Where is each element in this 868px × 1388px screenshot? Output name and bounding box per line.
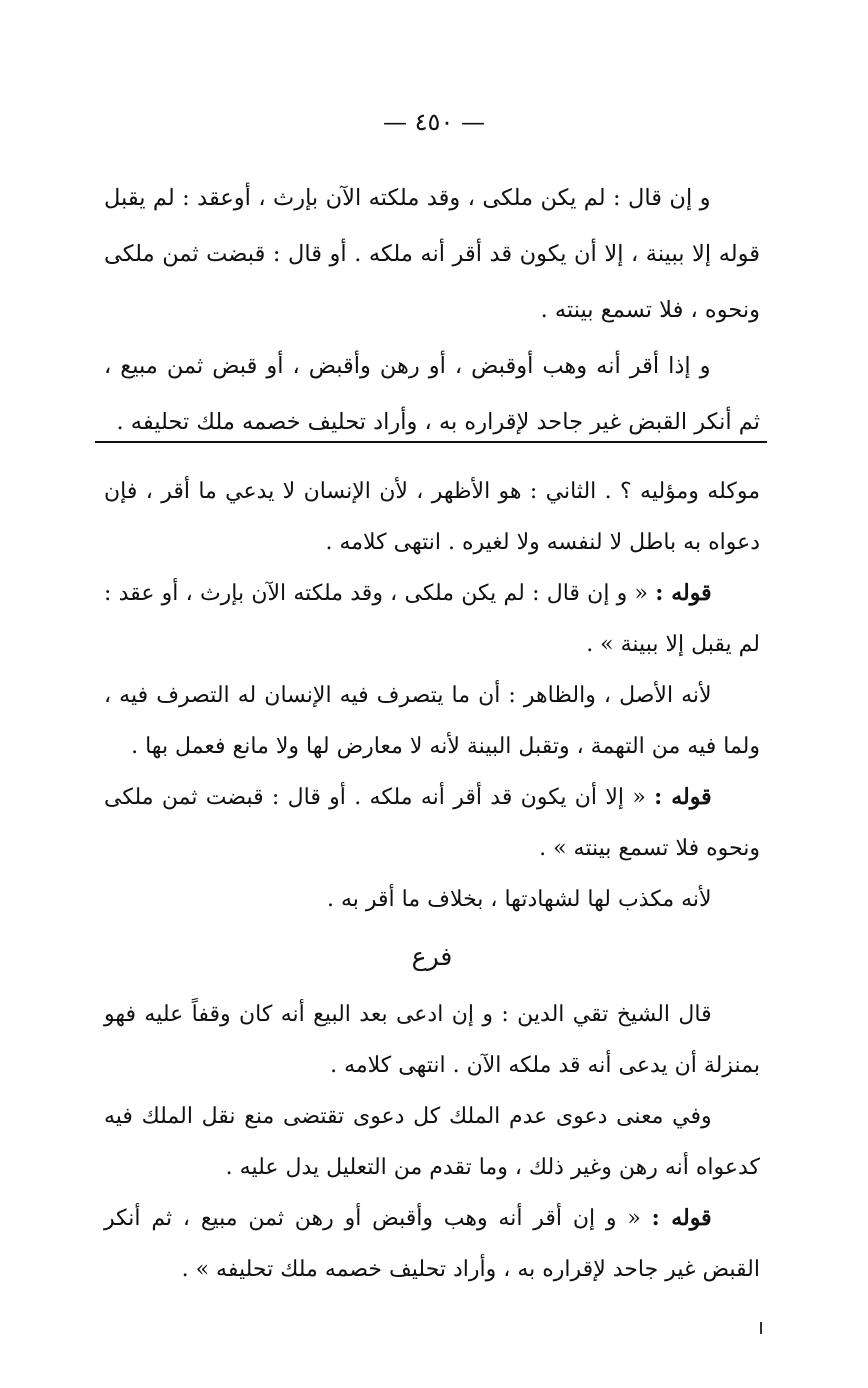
quote-text: « إلا أن يكون قد أقر أنه ملكه . أو قال : قبضت ثمن ملكى ونحوه فلا تسمع بينته » . (104, 785, 760, 861)
commentary-paragraph: لأنه مكذب لها لشهادتها ، بخلاف ما أقر به . (327, 887, 712, 912)
margin-mark (760, 1322, 762, 1334)
quote-keyword: قوله : (654, 784, 712, 810)
commentary-paragraph: لأنه الأصل ، والظاهر : أن ما يتصرف فيه الإنسان له التصرف فيه ، ولما فيه من التهمة ، وتقبل البينة لأنه لا معارض لها ولا مانع فعمل بها . (104, 683, 760, 759)
quote-text: « و إن قال : لم يكن ملكى ، وقد ملكته الآن بإرث ، أو عقد : لم يقبل إلا ببينة » . (104, 581, 760, 657)
quoted-paragraph (104, 1193, 760, 1295)
page-number: — ٤٥٠ — (383, 108, 485, 136)
quote-keyword: قوله : (651, 1205, 712, 1231)
section-divider (95, 441, 767, 443)
main-paragraph: و إذا أقر أنه وهب أوقبض ، أو رهن وأقبض ، أو قبض ثمن مبيع ، ثم أنكر القبض غير جاحد لإقراره به ، وأراد تحليف خصمه ملك تحليفه . (104, 353, 760, 435)
section-heading: فرع (411, 942, 453, 971)
main-paragraph: و إن قال : لم يكن ملكى ، وقد ملكته الآن بإرث ، أوعقد : لم يقبل قوله إلا ببينة ، إلا أن يكون قد أقر أنه ملكه . أو قال : قبضت ثمن ملكى ونحوه ، فلا تسمع بينته . (104, 185, 760, 323)
quote-keyword: قوله : (655, 580, 712, 606)
commentary-paragraph: وفي معنى دعوى عدم الملك كل دعوى تقتضى منع نقل الملك فيه كدعواه أنه رهن وغير ذلك ، وما تقدم من التعليل يدل عليه . (104, 1104, 760, 1180)
quoted-paragraph (104, 772, 760, 874)
quoted-paragraph (104, 568, 760, 670)
commentary-text (104, 466, 760, 1295)
commentary-paragraph: موكله ومؤليه ؟ . الثاني : هو الأظهر ، لأن الإنسان لا يدعي ما أقر ، فإن دعواه به باطل لا لنفسه ولا لغيره . انتهى كلامه . (104, 479, 760, 555)
main-text (104, 170, 760, 450)
quote-text: « و إن أقر أنه وهب وأقبض أو رهن ثمن مبيع ، ثم أنكر القبض غير جاحد لإقراره به ، وأراد تحليف خصمه ملك تحليفه » . (104, 1206, 760, 1282)
commentary-paragraph: قال الشيخ تقي الدين : و إن ادعى بعد البيع أنه كان وقفاً عليه فهو بمنزلة أن يدعى أنه قد ملكه الآن . انتهى كلامه . (104, 1002, 760, 1078)
